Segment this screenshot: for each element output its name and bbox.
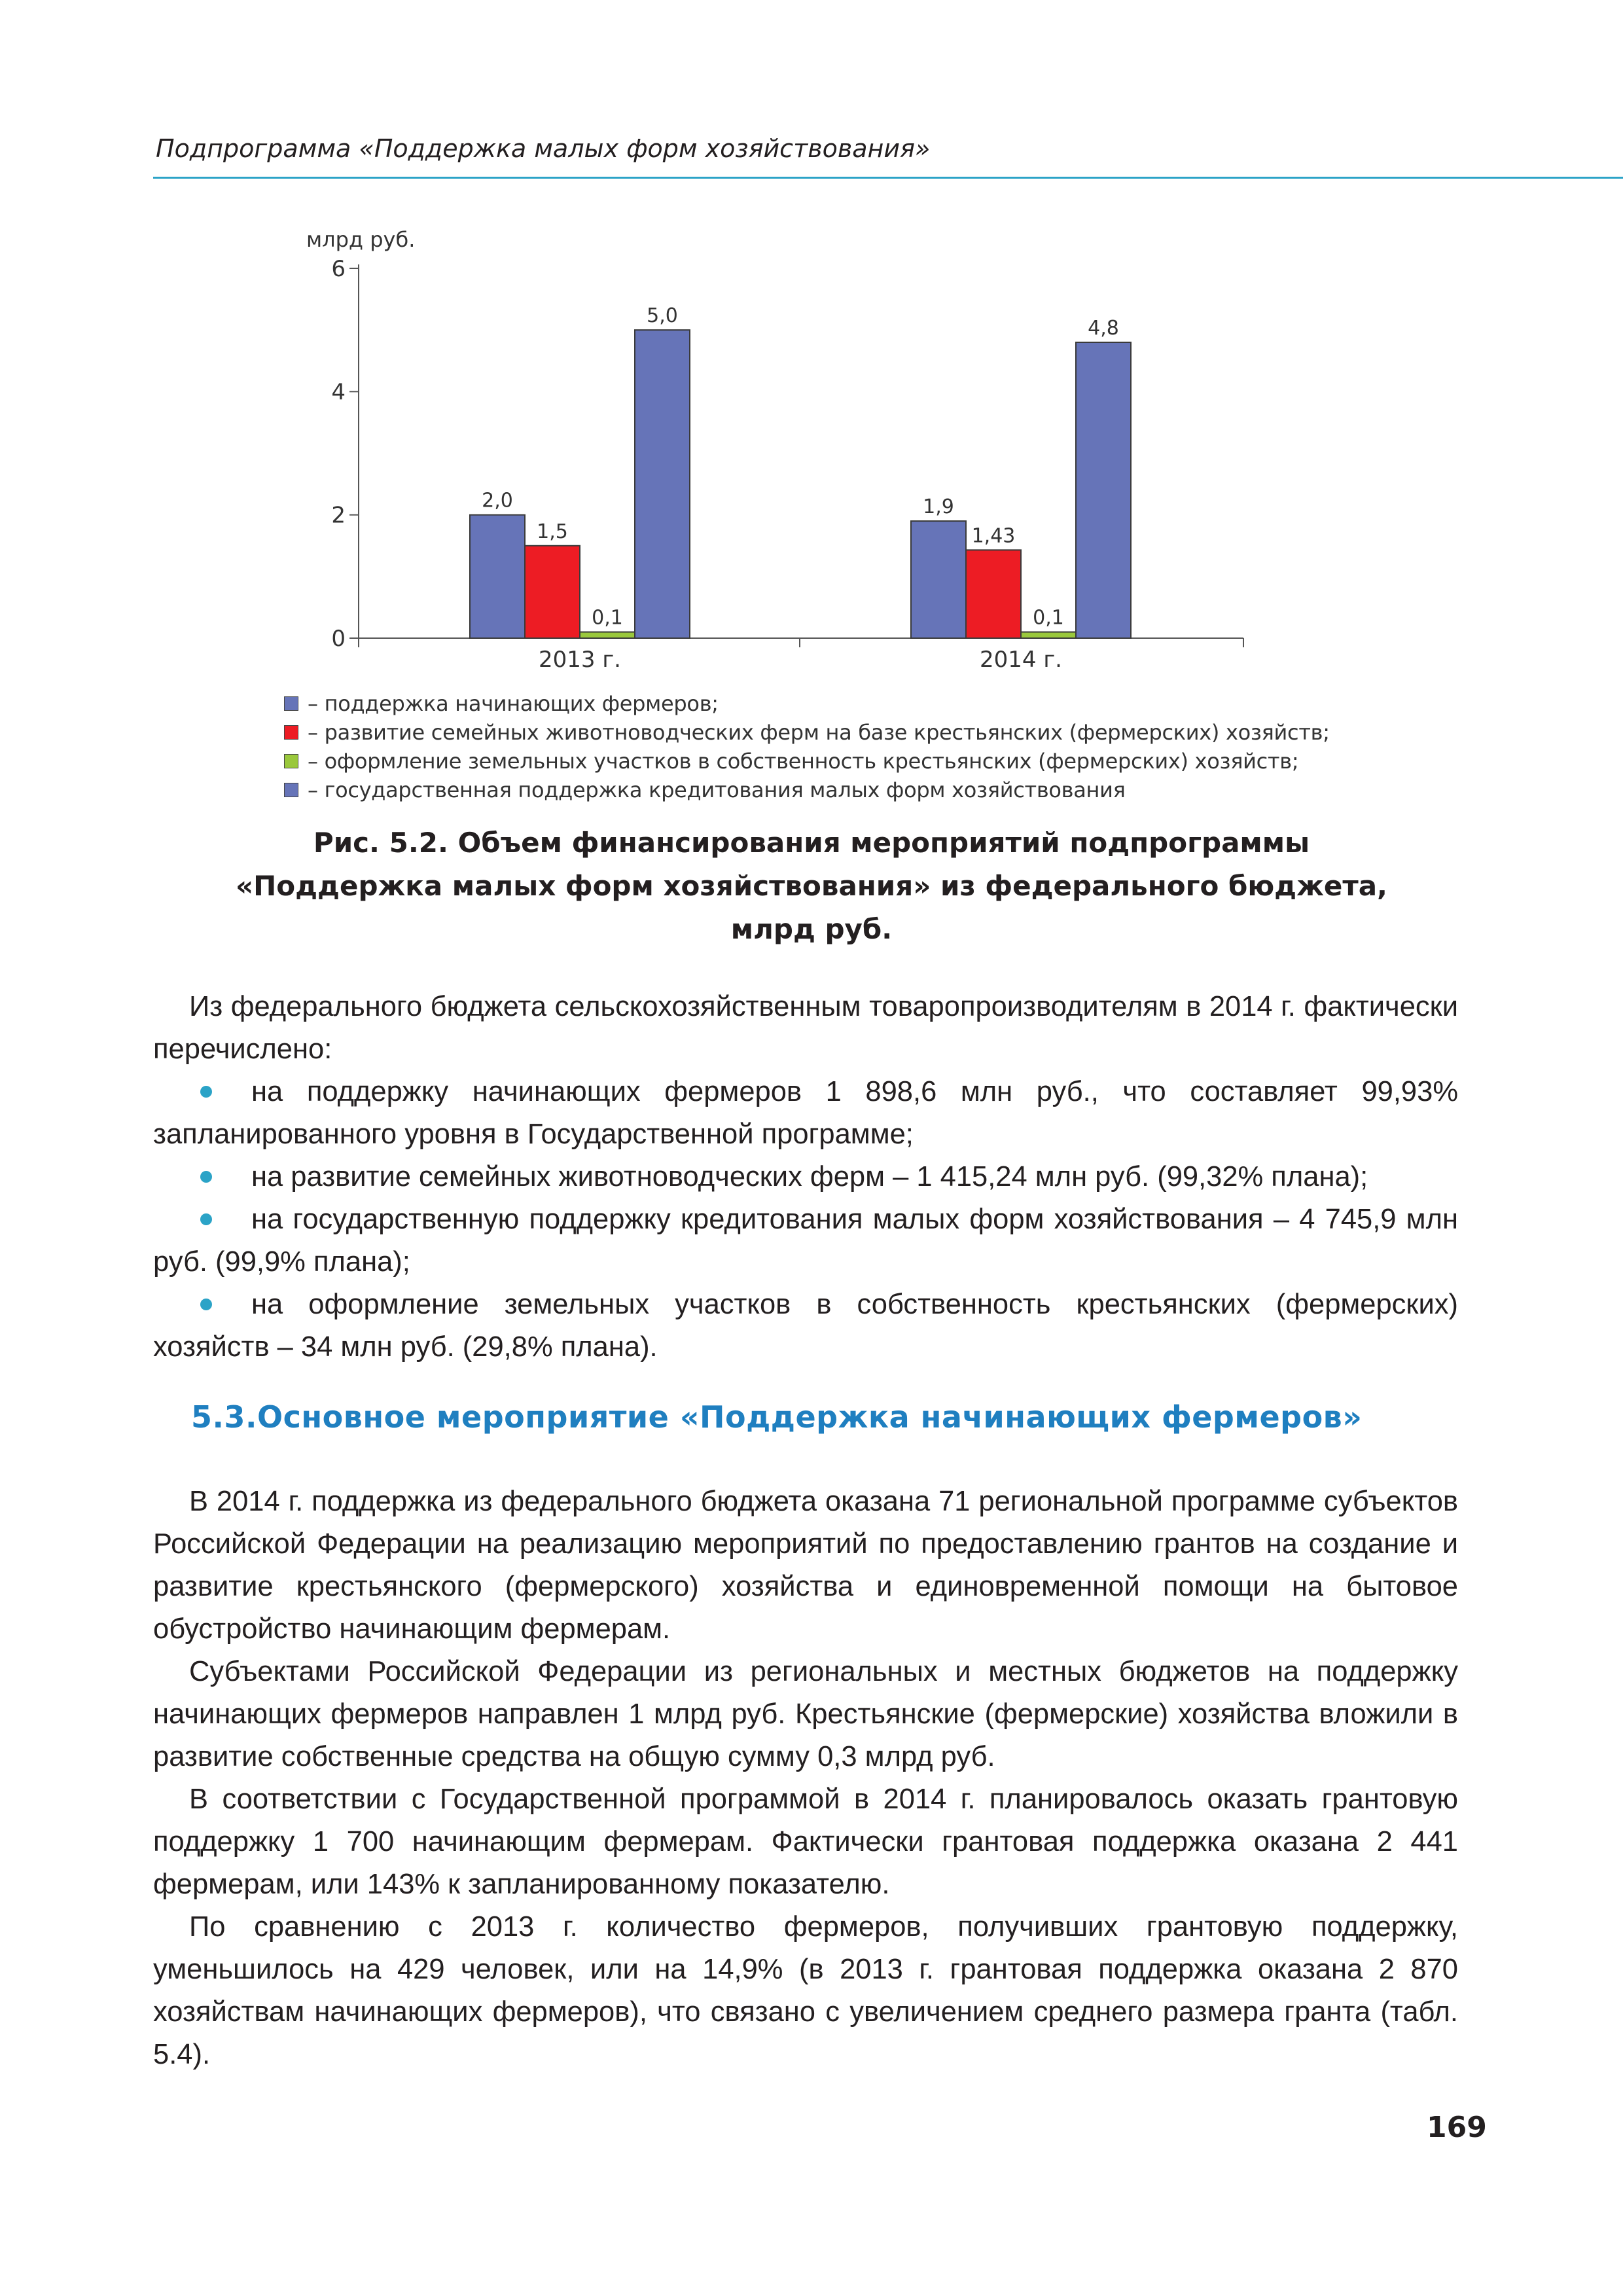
section-heading: 5.3.Основное мероприятие «Поддержка начинающих фермеров»	[191, 1399, 1363, 1435]
paragraph-2: Субъектами Российской Федерации из региональных и местных бюджетов на поддержку начинающих фермеров направлен 1 млрд руб. Крестьянские (фермерские) хозяйства вложили в развитие собственные средства на общую сумму 0,3 млрд руб.	[153, 1656, 1458, 1772]
legend-swatch-1	[284, 696, 298, 711]
bar-1-1	[470, 515, 525, 638]
legend-prefix: –	[308, 778, 325, 802]
legend-swatch-3	[284, 754, 298, 768]
bullet-text-3: на государственную поддержку кредитования малых форм хозяйствования – 4 745,9 млн руб. (99,9% плана);	[153, 1204, 1458, 1278]
intro-paragraph: Из федерального бюджета сельскохозяйственным товаропроизводителям в 2014 г. фактически перечислено:	[153, 991, 1458, 1065]
y-tick-label: 0	[331, 626, 346, 652]
bar-3-2	[1021, 632, 1076, 638]
section-body	[153, 1480, 1458, 2076]
bar-4-2	[1076, 342, 1131, 638]
legend-swatch-2	[284, 725, 298, 740]
bullet-dot-icon	[200, 1213, 212, 1225]
legend-label-4: государственная поддержка кредитования малых форм хозяйствования	[324, 778, 1126, 802]
legend-item-2	[284, 718, 1330, 747]
bar-2-2	[966, 550, 1021, 638]
bullet-text-4: на оформление земельных участков в собственность крестьянских (фермерских) хозяйств – 34 млн руб. (29,8% плана).	[153, 1289, 1458, 1363]
legend-swatch-4	[284, 783, 298, 797]
data-label: 4,8	[1088, 317, 1119, 340]
bullet-dot-icon	[200, 1171, 212, 1183]
bar-1-2	[911, 521, 966, 638]
data-label: 1,9	[923, 495, 954, 519]
chart-legend	[284, 689, 1330, 804]
bar-4-1	[635, 330, 690, 638]
bar-2-1	[525, 546, 580, 638]
legend-item-4	[284, 776, 1330, 804]
category-label: 2013 г.	[538, 647, 622, 673]
paragraph-3: В соответствии с Государственной программой в 2014 г. планировалось оказать грантовую поддержку 1 700 начинающим фермерам. Фактически грантовая поддержка оказана 2 441 фермерам, или 143% к запланированному показателю.	[153, 1784, 1458, 1900]
intro-block	[153, 986, 1458, 1369]
page-number: 169	[1427, 2111, 1487, 2144]
bullet-item-3	[153, 1198, 1458, 1283]
legend-label-3: оформление земельных участков в собственность крестьянских (фермерских) хозяйств;	[324, 749, 1299, 774]
y-tick-label: 4	[331, 379, 346, 406]
bullet-text-2: на развитие семейных животноводческих ферм – 1 415,24 млн руб. (99,32% плана);	[251, 1161, 1368, 1193]
legend-prefix: –	[308, 749, 325, 774]
bullet-item-2	[153, 1156, 1458, 1198]
caption-line-2: «Поддержка малых форм хозяйствования» из федерального бюджета,	[235, 870, 1387, 902]
running-header: Подпрограмма «Поддержка малых форм хозяйствования»	[156, 134, 931, 163]
category-label: 2014 г.	[979, 647, 1063, 673]
data-label: 2,0	[482, 489, 513, 512]
y-tick-label: 6	[331, 256, 346, 282]
legend-prefix: –	[308, 720, 325, 745]
legend-item-3	[284, 747, 1330, 776]
y-tick-label: 2	[331, 502, 346, 529]
bar-3-1	[580, 632, 635, 638]
legend-item-1	[284, 689, 1330, 718]
caption-line-1: Рис. 5.2. Объем финансирования мероприятий подпрограммы	[313, 827, 1310, 859]
bullet-item-4	[153, 1283, 1458, 1369]
legend-label-2: развитие семейных животноводческих ферм на базе крестьянских (фермерских) хозяйств;	[324, 720, 1330, 745]
bullet-dot-icon	[200, 1086, 212, 1098]
data-label: 0,1	[1033, 606, 1064, 630]
legend-label-1: поддержка начинающих фермеров;	[324, 691, 719, 716]
bullet-item-1	[153, 1071, 1458, 1156]
y-axis-label: млрд руб.	[306, 227, 416, 252]
bullet-text-1: на поддержку начинающих фермеров 1 898,6 млн руб., что составляет 99,93% запланированного уровня в Государственной программе;	[153, 1076, 1458, 1150]
data-label: 1,5	[537, 520, 568, 543]
bullet-dot-icon	[200, 1299, 212, 1310]
data-label: 1,43	[971, 524, 1016, 548]
data-label: 0,1	[592, 606, 623, 630]
legend-prefix: –	[308, 691, 325, 716]
paragraph-4: По сравнению с 2013 г. количество фермеров, получивших грантовую поддержку, уменьшилось на 429 человек, или на 14,9% (в 2013 г. грантовая поддержка оказана 2 870 хозяйствам начинающих фермеров), что связано с увеличением среднего размера гранта (табл. 5.4).	[153, 1911, 1458, 2070]
figure-caption	[157, 821, 1466, 951]
caption-line-3: млрд руб.	[730, 913, 893, 945]
data-label: 5,0	[647, 304, 678, 328]
paragraph-1: В 2014 г. поддержка из федерального бюджета оказана 71 региональной программе субъектов Российской Федерации на реализацию мероприятий по предоставлению грантов на создание и развитие крестьянского (фермерского) хозяйства и единовременной помощи на бытовое обустройство начинающим фермерам.	[153, 1486, 1458, 1645]
